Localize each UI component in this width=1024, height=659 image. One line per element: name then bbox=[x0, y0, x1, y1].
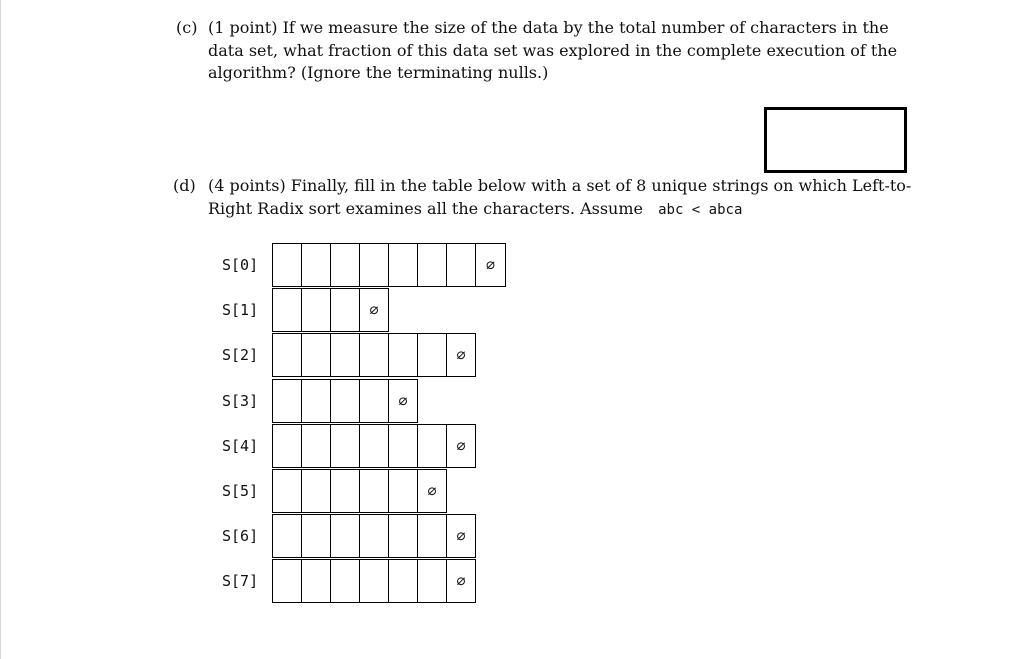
table-row bbox=[272, 333, 476, 377]
char-cell[interactable] bbox=[388, 243, 418, 287]
row-label-s7: S[7] bbox=[222, 572, 259, 591]
char-cell[interactable] bbox=[330, 469, 360, 513]
char-cell[interactable] bbox=[417, 243, 447, 287]
char-cell[interactable] bbox=[446, 243, 476, 287]
table-row bbox=[272, 559, 476, 603]
question-c-line-2: data set, what fraction of this data set was explored in the complete execution of the bbox=[208, 41, 898, 60]
null-terminator-cell: ∅ bbox=[446, 559, 476, 603]
question-c-line-3: algorithm? (Ignore the terminating nulls.) bbox=[208, 63, 549, 82]
char-cell[interactable] bbox=[417, 333, 447, 377]
null-terminator-cell: ∅ bbox=[417, 469, 447, 513]
char-cell[interactable] bbox=[330, 514, 360, 558]
char-cell[interactable] bbox=[417, 514, 447, 558]
row-label-s2: S[2] bbox=[222, 346, 259, 365]
char-cell[interactable] bbox=[301, 243, 331, 287]
row-label-s3: S[3] bbox=[222, 391, 259, 410]
char-cell[interactable] bbox=[388, 514, 418, 558]
char-cell[interactable] bbox=[388, 559, 418, 603]
char-cell[interactable] bbox=[301, 288, 331, 332]
char-cell[interactable] bbox=[388, 424, 418, 468]
char-cell[interactable] bbox=[359, 243, 389, 287]
row-label-s0: S[0] bbox=[222, 256, 259, 274]
char-cell[interactable] bbox=[301, 333, 331, 377]
null-terminator-cell: ∅ bbox=[446, 333, 476, 377]
null-terminator-cell: ∅ bbox=[475, 243, 506, 287]
question-d-label: (d) bbox=[173, 176, 196, 195]
char-cell[interactable] bbox=[301, 469, 331, 513]
null-terminator-cell: ∅ bbox=[388, 379, 418, 423]
char-cell[interactable] bbox=[272, 469, 302, 513]
row-label-s4: S[4] bbox=[222, 436, 259, 455]
question-d-line-2 bbox=[208, 199, 742, 218]
question-d-line-1: (4 points) Finally, fill in the table below with a set of 8 unique strings on which Left-to- bbox=[208, 176, 912, 195]
char-cell[interactable] bbox=[359, 514, 389, 558]
char-cell[interactable] bbox=[330, 333, 360, 377]
null-terminator-cell: ∅ bbox=[446, 424, 476, 468]
char-cell[interactable] bbox=[272, 243, 302, 287]
char-cell[interactable] bbox=[359, 469, 389, 513]
char-cell[interactable] bbox=[301, 559, 331, 603]
page-left-edge bbox=[0, 0, 1, 659]
table-row bbox=[272, 379, 418, 423]
question-d-code: abc < abca bbox=[658, 202, 743, 218]
char-cell[interactable] bbox=[272, 288, 302, 332]
row-label-s6: S[6] bbox=[222, 527, 259, 546]
table-row bbox=[272, 469, 447, 513]
char-cell[interactable] bbox=[272, 379, 302, 423]
char-cell[interactable] bbox=[388, 333, 418, 377]
char-cell[interactable] bbox=[272, 333, 302, 377]
char-cell[interactable] bbox=[330, 243, 360, 287]
char-cell[interactable] bbox=[330, 424, 360, 468]
char-cell[interactable] bbox=[417, 559, 447, 603]
char-cell[interactable] bbox=[272, 424, 302, 468]
char-cell[interactable] bbox=[330, 288, 360, 332]
char-cell[interactable] bbox=[301, 424, 331, 468]
question-c-line-1: (1 point) If we measure the size of the data by the total number of characters in the bbox=[208, 18, 889, 37]
char-cell[interactable] bbox=[330, 379, 360, 423]
table-row bbox=[272, 514, 476, 558]
char-cell[interactable] bbox=[359, 333, 389, 377]
null-terminator-cell: ∅ bbox=[359, 288, 389, 332]
row-label-s1: S[1] bbox=[222, 301, 259, 320]
char-cell[interactable] bbox=[272, 559, 302, 603]
char-cell[interactable] bbox=[330, 559, 360, 603]
char-cell[interactable] bbox=[388, 469, 418, 513]
question-c-label: (c) bbox=[176, 18, 198, 37]
char-cell[interactable] bbox=[359, 424, 389, 468]
char-cell[interactable] bbox=[301, 379, 331, 423]
char-cell[interactable] bbox=[272, 514, 302, 558]
question-d-line-2-text: Right Radix sort examines all the characters. Assume bbox=[208, 199, 643, 218]
char-cell[interactable] bbox=[359, 379, 389, 423]
answer-box[interactable] bbox=[764, 107, 907, 173]
null-terminator-cell: ∅ bbox=[446, 514, 476, 558]
table-row bbox=[272, 288, 389, 332]
row-label-s5: S[5] bbox=[222, 482, 259, 500]
char-cell[interactable] bbox=[301, 514, 331, 558]
char-cell[interactable] bbox=[417, 424, 447, 468]
char-cell[interactable] bbox=[359, 559, 389, 603]
table-row bbox=[272, 424, 476, 468]
table-row bbox=[272, 243, 506, 287]
